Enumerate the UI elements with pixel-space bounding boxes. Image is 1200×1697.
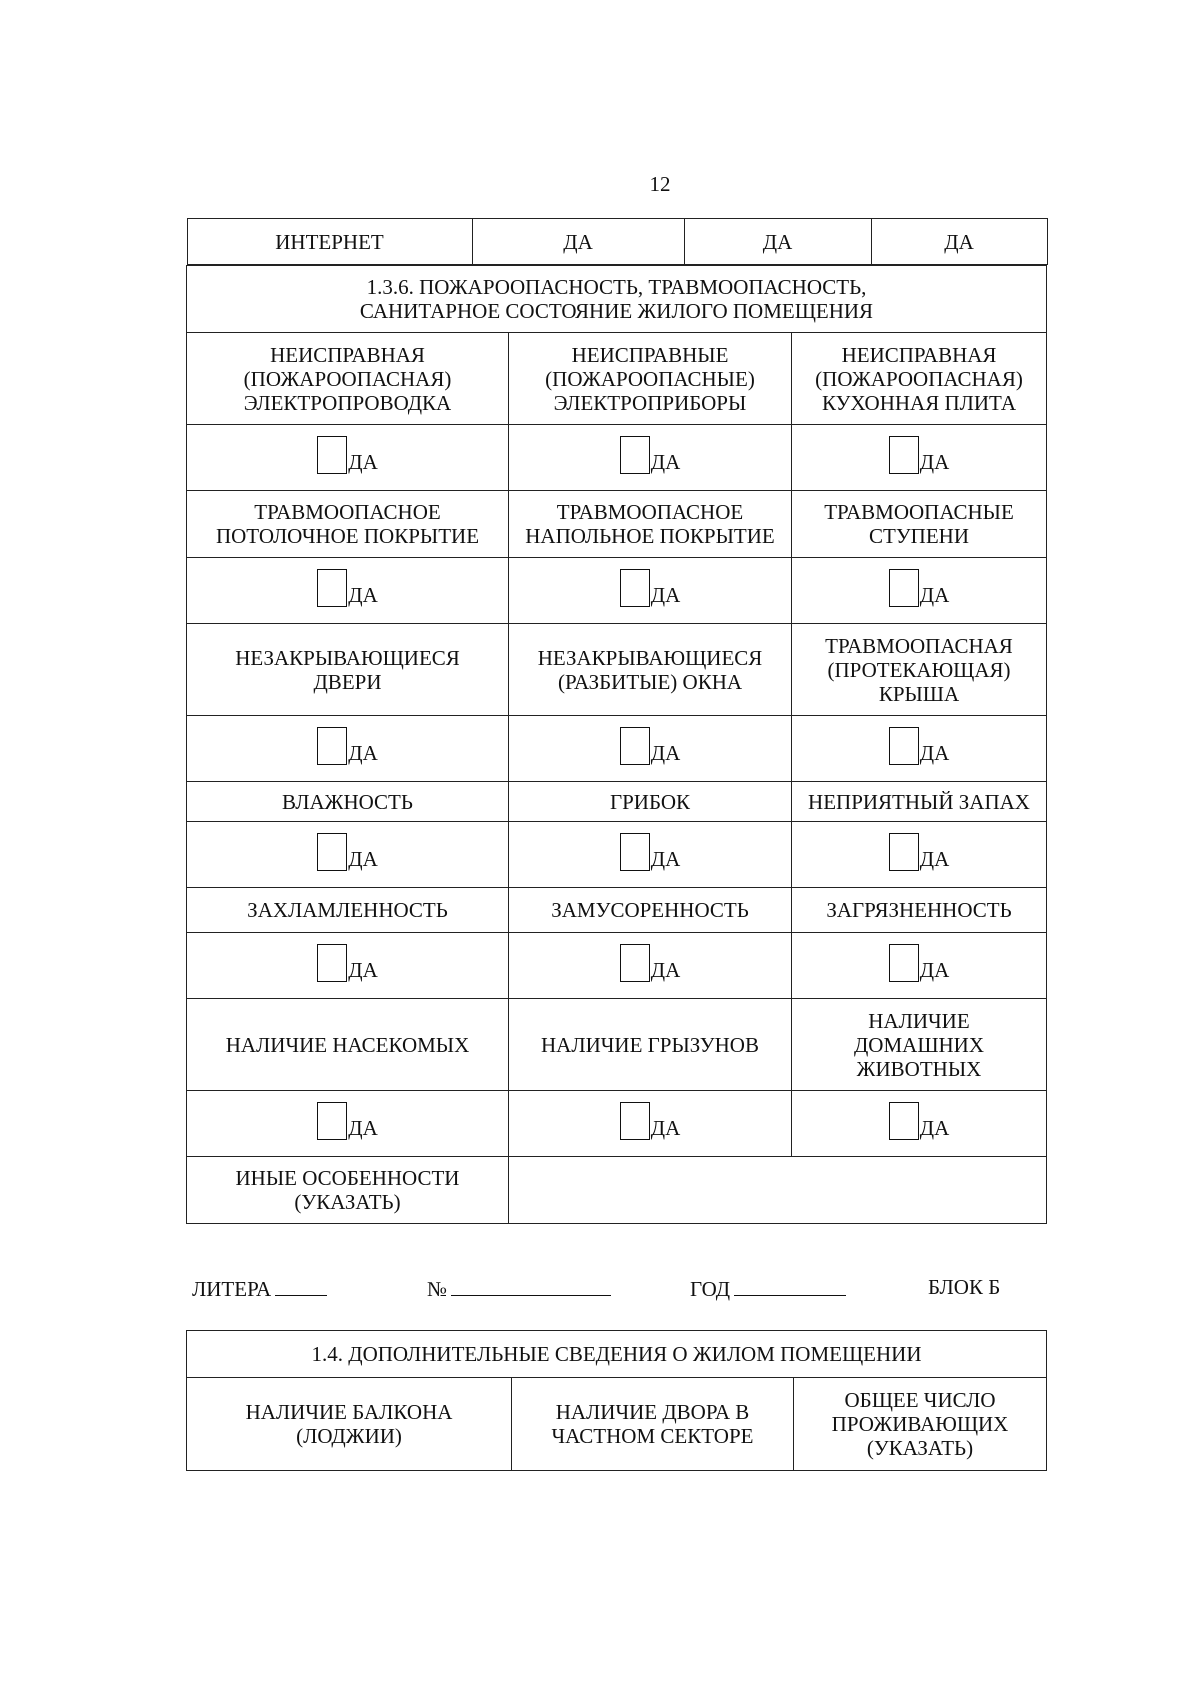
yes-checkbox[interactable]	[317, 944, 378, 982]
openings-row-checkboxes	[187, 716, 1047, 782]
humidity-row-labels	[187, 782, 1047, 822]
checkbox-cell	[792, 425, 1047, 491]
residents-header	[794, 1378, 1047, 1471]
year-field	[690, 1275, 846, 1302]
checkbox-cell	[187, 558, 509, 624]
yes-checkbox[interactable]	[620, 436, 681, 474]
yard-header	[512, 1378, 794, 1471]
yes-checkbox[interactable]	[889, 944, 950, 982]
pests-row-checkboxes	[187, 1091, 1047, 1157]
checkbox-square[interactable]	[889, 436, 919, 474]
checkbox-label: ДА	[919, 450, 950, 474]
checkbox-square[interactable]	[620, 436, 650, 474]
condition-label	[187, 999, 509, 1091]
checkbox-label: ДА	[348, 583, 378, 607]
pests-row-labels	[187, 999, 1047, 1091]
condition-label-text: НАЛИЧИЕ ДОМАШНИХ ЖИВОТНЫХ	[853, 1008, 984, 1081]
internet-value-3: ДА	[871, 219, 1047, 265]
yes-checkbox[interactable]	[889, 833, 950, 871]
other-features-row	[187, 1157, 1047, 1224]
checkbox-label: ДА	[348, 958, 378, 982]
year-label: ГОД	[690, 1277, 731, 1301]
condition-label	[187, 624, 509, 716]
condition-label	[792, 624, 1047, 716]
number-input[interactable]	[451, 1275, 611, 1296]
checkbox-cell	[187, 425, 509, 491]
checkbox-label: ДА	[348, 1116, 378, 1140]
checkbox-label: ДА	[650, 847, 681, 871]
checkbox-cell	[509, 933, 792, 999]
condition-label-text: НЕИСПРАВНЫЕ (ПОЖАРООПАСНЫЕ) ЭЛЕКТРОПРИБОРЫ	[545, 342, 755, 415]
condition-label	[792, 333, 1047, 425]
checkbox-square[interactable]	[317, 833, 347, 871]
yes-checkbox[interactable]	[620, 727, 681, 765]
checkbox-square[interactable]	[889, 569, 919, 607]
checkbox-square[interactable]	[620, 1102, 650, 1140]
litera-field	[192, 1275, 327, 1302]
section-14-title: 1.4. ДОПОЛНИТЕЛЬНЫЕ СВЕДЕНИЯ О ЖИЛОМ ПОМЕЩЕНИИ	[187, 1331, 1047, 1378]
openings-row-labels	[187, 624, 1047, 716]
checkbox-label: ДА	[919, 847, 950, 871]
condition-label	[509, 888, 792, 933]
condition-label	[509, 624, 792, 716]
condition-label-text: НЕЗАКРЫВАЮЩИЕСЯ (РАЗБИТЫЕ) ОКНА	[537, 645, 763, 694]
condition-label-text: НЕЗАКРЫВАЮЩИЕСЯ ДВЕРИ	[235, 645, 460, 694]
wiring-row-checkboxes	[187, 425, 1047, 491]
checkbox-square[interactable]	[317, 944, 347, 982]
checkbox-square[interactable]	[620, 944, 650, 982]
checkbox-label: ДА	[919, 583, 950, 607]
clutter-row-checkboxes	[187, 933, 1047, 999]
checkbox-label: ДА	[650, 583, 681, 607]
checkbox-square[interactable]	[889, 1102, 919, 1140]
checkbox-square[interactable]	[317, 1102, 347, 1140]
condition-label	[509, 491, 792, 558]
checkbox-cell	[509, 1091, 792, 1157]
number-field	[427, 1275, 611, 1302]
checkbox-cell	[187, 716, 509, 782]
checkbox-cell	[509, 425, 792, 491]
condition-label	[509, 782, 792, 822]
residents-header-text: ОБЩЕЕ ЧИСЛО ПРОЖИВАЮЩИХ (УКАЗАТЬ)	[831, 1388, 1009, 1460]
condition-label-text: НАЛИЧИЕ ГРЫЗУНОВ	[541, 1032, 759, 1057]
checkbox-square[interactable]	[317, 569, 347, 607]
internet-subtable	[187, 218, 1048, 265]
checkbox-label: ДА	[919, 741, 950, 765]
checkbox-label: ДА	[919, 1116, 950, 1140]
section-136-title	[187, 266, 1047, 333]
checkbox-square[interactable]	[620, 833, 650, 871]
yes-checkbox[interactable]	[317, 436, 378, 474]
section-136-title-row	[187, 266, 1047, 333]
checkbox-label: ДА	[650, 1116, 681, 1140]
condition-label	[792, 999, 1047, 1091]
balcony-header-text: НАЛИЧИЕ БАЛКОНА (ЛОДЖИИ)	[245, 1400, 453, 1448]
checkbox-label: ДА	[650, 741, 681, 765]
yes-checkbox[interactable]	[889, 727, 950, 765]
yes-checkbox[interactable]	[317, 1102, 378, 1140]
condition-label-text: ЗАХЛАМЛЕННОСТЬ	[247, 898, 448, 922]
document-footer-line	[192, 1275, 1012, 1305]
internet-value-2: ДА	[684, 219, 871, 265]
condition-label	[792, 782, 1047, 822]
section-14-columns-row	[187, 1378, 1047, 1471]
checkbox-cell	[792, 558, 1047, 624]
condition-label	[792, 491, 1047, 558]
section-136-title-line2: САНИТАРНОЕ СОСТОЯНИЕ ЖИЛОГО ПОМЕЩЕНИЯ	[359, 299, 874, 323]
condition-label-text: ТРАВМООПАСНАЯ (ПРОТЕКАЮЩАЯ) КРЫША	[825, 633, 1013, 706]
yes-checkbox[interactable]	[317, 727, 378, 765]
humidity-row-checkboxes	[187, 822, 1047, 888]
condition-label-text: ТРАВМООПАСНОЕ НАПОЛЬНОЕ ПОКРЫТИЕ	[525, 500, 775, 548]
condition-label-text: НАЛИЧИЕ НАСЕКОМЫХ	[225, 1032, 470, 1057]
internet-row	[187, 218, 1047, 266]
condition-label-text: ТРАВМООПАСНЫЕ СТУПЕНИ	[824, 500, 1014, 548]
checkbox-cell	[187, 822, 509, 888]
checkbox-square[interactable]	[317, 727, 347, 765]
yes-checkbox[interactable]	[620, 833, 681, 871]
checkbox-label: ДА	[348, 450, 378, 474]
checkbox-label: ДА	[348, 741, 378, 765]
condition-label-text: ГРИБОК	[609, 789, 691, 814]
checkbox-cell	[792, 933, 1047, 999]
checkbox-cell	[792, 716, 1047, 782]
checkbox-square[interactable]	[889, 944, 919, 982]
checkbox-label: ДА	[650, 958, 681, 982]
other-features-label-text: ИНЫЕ ОСОБЕННОСТИ (УКАЗАТЬ)	[235, 1166, 460, 1214]
year-input[interactable]	[734, 1275, 846, 1296]
housing-condition-table-body	[187, 218, 1047, 1224]
condition-label-text: ВЛАЖНОСТЬ	[282, 789, 413, 814]
yard-header-text: НАЛИЧИЕ ДВОРА В ЧАСТНОМ СЕКТОРЕ	[551, 1400, 754, 1448]
other-features-input[interactable]	[509, 1157, 1047, 1224]
checkbox-square[interactable]	[620, 727, 650, 765]
condition-label	[187, 782, 509, 822]
condition-label	[792, 888, 1047, 933]
checkbox-square[interactable]	[889, 833, 919, 871]
internet-label: ИНТЕРНЕТ	[187, 219, 472, 265]
condition-label-text: ЗАГРЯЗНЕННОСТЬ	[826, 898, 1012, 922]
other-features-label	[187, 1157, 509, 1224]
additional-info-table	[186, 1330, 1047, 1471]
checkbox-label: ДА	[919, 958, 950, 982]
internet-value-1: ДА	[472, 219, 684, 265]
yes-checkbox[interactable]	[317, 833, 378, 871]
yes-checkbox[interactable]	[889, 569, 950, 607]
litera-input[interactable]	[275, 1275, 327, 1296]
clutter-row-labels	[187, 888, 1047, 933]
condition-label-text: НЕИСПРАВНАЯ (ПОЖАРООПАСНАЯ) ЭЛЕКТРОПРОВОДКА	[243, 342, 452, 415]
checkbox-cell	[187, 933, 509, 999]
checkbox-cell	[509, 822, 792, 888]
coating-row-checkboxes	[187, 558, 1047, 624]
section-14-title-row	[187, 1331, 1047, 1378]
yes-checkbox[interactable]	[620, 569, 681, 607]
checkbox-cell	[792, 822, 1047, 888]
balcony-header	[187, 1378, 512, 1471]
condition-label-text: ТРАВМООПАСНОЕ ПОТОЛОЧНОЕ ПОКРЫТИЕ	[215, 500, 480, 548]
checkbox-label: ДА	[348, 847, 378, 871]
condition-label	[187, 888, 509, 933]
yes-checkbox[interactable]	[620, 1102, 681, 1140]
condition-label	[509, 333, 792, 425]
yes-checkbox[interactable]	[889, 436, 950, 474]
checkbox-square[interactable]	[889, 727, 919, 765]
wiring-row-labels	[187, 333, 1047, 425]
litera-label: ЛИТЕРА	[192, 1277, 272, 1301]
section-136-title-line1: 1.3.6. ПОЖАРООПАСНОСТЬ, ТРАВМООПАСНОСТЬ,	[366, 275, 867, 299]
condition-label-text: ЗАМУСОРЕННОСТЬ	[551, 898, 749, 922]
yes-checkbox[interactable]	[317, 569, 378, 607]
condition-label	[187, 491, 509, 558]
checkbox-cell	[792, 1091, 1047, 1157]
yes-checkbox[interactable]	[620, 944, 681, 982]
condition-label	[187, 333, 509, 425]
number-label: №	[427, 1277, 448, 1301]
checkbox-cell	[187, 1091, 509, 1157]
checkbox-cell	[509, 558, 792, 624]
yes-checkbox[interactable]	[889, 1102, 950, 1140]
block-label: БЛОК Б	[928, 1275, 1001, 1299]
condition-label-text: НЕПРИЯТНЫЙ ЗАПАХ	[808, 789, 1030, 814]
checkbox-cell	[509, 716, 792, 782]
condition-label-text: НЕИСПРАВНАЯ (ПОЖАРООПАСНАЯ) КУХОННАЯ ПЛИТА	[815, 342, 1023, 415]
checkbox-square[interactable]	[317, 436, 347, 474]
condition-label	[509, 999, 792, 1091]
coating-row-labels	[187, 491, 1047, 558]
housing-condition-table	[186, 218, 1047, 1224]
page-number: 12	[649, 172, 671, 196]
checkbox-square[interactable]	[620, 569, 650, 607]
checkbox-label: ДА	[650, 450, 681, 474]
